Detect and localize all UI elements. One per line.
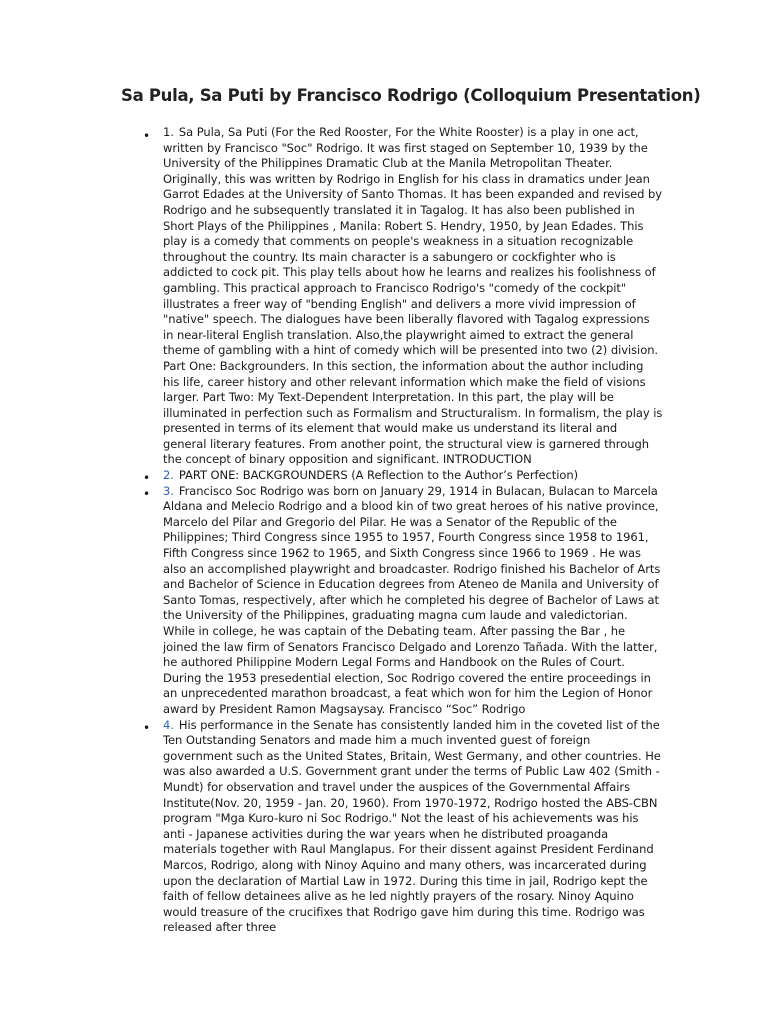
list-item: [143, 483, 663, 718]
item-number: 4.: [163, 717, 174, 732]
item-text: His performance in the Senate has consistently landed him in the coveted list of the Ten Outstanding Senators and made him a much invented guest of foreign government such as the United States, Britain, West Germany, and other countries. He was also awarded a U.S. Government grant under the terms of Public Law 402 (Smith - Mundt) for observation and travel under the auspices of the Governmental Affairs Institute(Nov. 20, 1959 - Jan. 20, 1960). From 1970-1972, Rodrigo hosted the ABS-CBN program "Mga Kuro-kuro ni Soc Rodrigo." Not the least of his achievements was his anti - Japanese activities during the war years when he distributed proaganda materials together with Raul Manglapus. For their dissent against President Ferdinand Marcos, Rodrigo, along with Ninoy Aquino and many others, was incarcerated during upon the declaration of Martial Law in 1972. During this time in jail, Rodrigo kept the faith of fellow detainees alive as he led nightly prayers of the rosary. Ninoy Aquino would treasure of the crucifixes that Rodrigo gave him during this time. Rodrigo was released after three: [163, 717, 661, 935]
bullet-icon: •: [143, 129, 151, 143]
bullet-icon: •: [143, 471, 151, 486]
bullet-icon: •: [143, 720, 151, 735]
list-item: [143, 717, 663, 936]
list-item: [143, 125, 663, 468]
bullet-icon: •: [143, 486, 151, 501]
bullet-list: [143, 125, 663, 936]
item-text: Sa Pula, Sa Puti (For the Red Rooster, For the White Rooster) is a play in one act, written by Francisco "Soc" Rodrigo. It was first staged on September 10, 1939 by the University of the Philippines Dramatic Club at the Manila Metropolitan Theater. Originally, this was written by Rodrigo in English for his class in dramatics under Jean Garrot Edades at the University of Santo Thomas. It has been expanded and revised by Rodrigo and he subsequently translated it in Tagalog. It has also been published in Short Plays of the Philippines , Manila: Robert S. Hendry, 1950, by Jean Edades. This play is a comedy that comments on people's weakness in a situation recognizable throughout the country. Its main character is a sabungero or cockfighter who is addicted to cock pit. This play tells about how he learns and realizes his foolishness of gambling. This practical approach to Francisco Rodrigo's "comedy of the cockpit" illustrates a freer way of "bending English" and delivers a more vivid impression of "native" speech. The dialogues have been liberally flavored with Tagalog expressions in near-literal English translation. Also,the playwright aimed to extract the general theme of gambling with a hint of comedy which will be presented into two (2) division. Part One: Backgrounders. In this section, the information about the author including his life, career history and other relevant information which make the field of visions larger. Part Two: My Text-Dependent Interpretation. In this part, the play will be illuminated in perfection such as Formalism and Structuralism. In formalism, the play is presented in terms of its element that would make us understand its literal and general literary features. From another point, the structural view is garnered through the concept of binary opposition and significant. INTRODUCTION: [163, 125, 663, 467]
list-item: [143, 468, 663, 486]
item-number: 1.: [163, 125, 174, 139]
item-text: Francisco Soc Rodrigo was born on January 29, 1914 in Bulacan, Bulacan to Marcela Aldana and Melecio Rodrigo and a blood kin of two great heroes of his native province, Marcelo del Pilar and Gregorio del Pilar. He was a Senator of the Republic of the Philippines; Third Congress since 1955 to 1957, Fourth Congress since 1958 to 1961, Fifth Congress since 1962 to 1965, and Sixth Congress since 1966 to 1969 . He was also an accomplished playwright and broadcaster. Rodrigo finished his Bachelor of Arts and Bachelor of Science in Education degrees from Ateneo de Manila and University of Santo Tomas, respectively, after which he completed his degree of Bachelor of Laws at the University of the Philippines, graduating magna cum laude and valedictorian. While in college, he was captain of the Debating team. After passing the Bar , he joined the law firm of Senators Francisco Delgado and Lorenzo Tañada. With the latter, he authored Philippine Modern Legal Forms and Handbook on the Rules of Court. During the 1953 presedential election, Soc Rodrigo covered the entire proceedings in an unprecedented marathon broadcast, a feat which won for him the Legion of Honor award by President Ramon Magsaysay. Francisco “Soc” Rodrigo: [163, 483, 661, 716]
item-number: 3.: [163, 483, 174, 498]
document-title: Sa Pula, Sa Puti by Francisco Rodrigo (Colloquium Presentation): [121, 86, 701, 105]
item-text: PART ONE: BACKGROUNDERS (A Reflection to the Author’s Perfection): [178, 468, 579, 483]
item-number: 2.: [163, 468, 174, 483]
